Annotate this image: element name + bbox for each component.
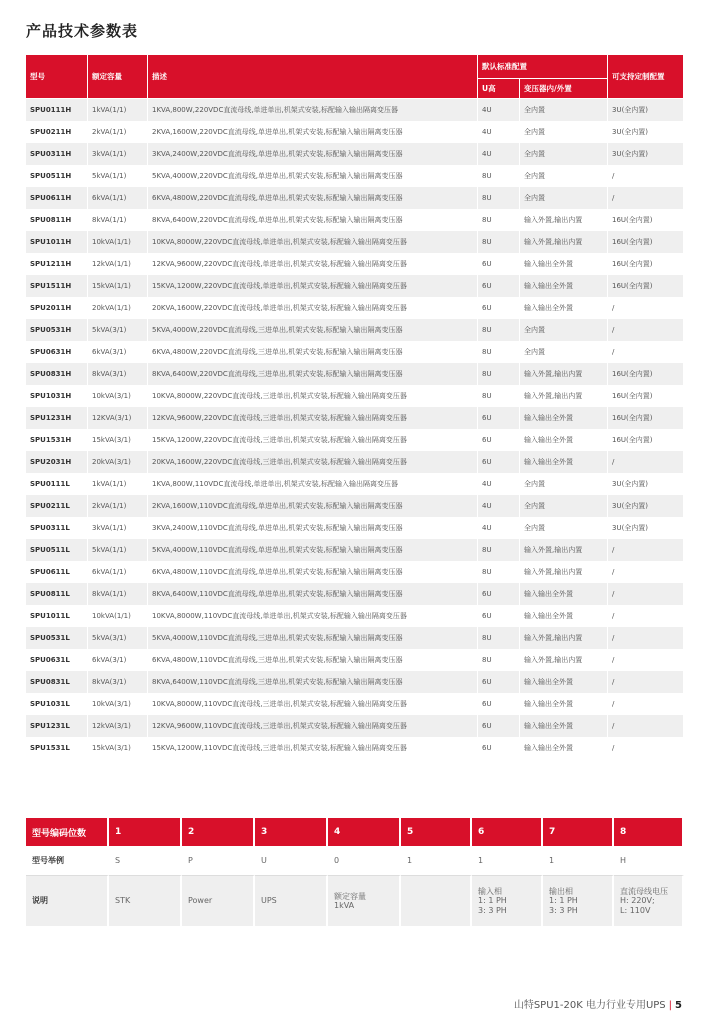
cell-description: 6KVA,4800W,220VDC直流母线,单进单出,机架式安装,标配输入输出隔离变压器 bbox=[148, 187, 478, 209]
table-row bbox=[26, 693, 684, 715]
code-example-value: S bbox=[109, 846, 182, 876]
cell-u-height: 6U bbox=[478, 407, 520, 429]
cell-description: 15KVA,1200W,220VDC直流母线,三进单出,机架式安装,标配输入输出隔离变压器 bbox=[148, 429, 478, 451]
cell-capacity: 15kVA(3/1) bbox=[88, 429, 148, 451]
code-explain-label: 说明 bbox=[26, 876, 109, 926]
cell-custom: 16U(全内置) bbox=[608, 429, 684, 451]
cell-model: SPU2031H bbox=[26, 451, 88, 473]
cell-model: SPU0511H bbox=[26, 165, 88, 187]
cell-capacity: 6kVA(3/1) bbox=[88, 649, 148, 671]
cell-custom: / bbox=[608, 341, 684, 363]
cell-model: SPU0511L bbox=[26, 539, 88, 561]
cell-description: 1KVA,800W,220VDC直流母线,单进单出,机架式安装,标配输入输出隔离变压器 bbox=[148, 99, 478, 121]
cell-u-height: 4U bbox=[478, 143, 520, 165]
cell-custom: 16U(全内置) bbox=[608, 385, 684, 407]
code-example-value: U bbox=[255, 846, 328, 876]
cell-u-height: 4U bbox=[478, 99, 520, 121]
cell-model: SPU0831H bbox=[26, 363, 88, 385]
table-row bbox=[26, 737, 684, 759]
table-row bbox=[26, 495, 684, 517]
page-number: 5 bbox=[675, 1000, 682, 1011]
cell-u-height: 8U bbox=[478, 165, 520, 187]
cell-model: SPU0811H bbox=[26, 209, 88, 231]
cell-capacity: 10kVA(1/1) bbox=[88, 605, 148, 627]
code-digit-2: 2 bbox=[182, 818, 255, 846]
cell-u-height: 8U bbox=[478, 385, 520, 407]
cell-custom: / bbox=[608, 561, 684, 583]
cell-u-height: 6U bbox=[478, 605, 520, 627]
cell-custom: / bbox=[608, 187, 684, 209]
cell-model: SPU0311L bbox=[26, 517, 88, 539]
cell-transformer: 输入外置,输出内置 bbox=[520, 385, 608, 407]
cell-u-height: 4U bbox=[478, 473, 520, 495]
cell-capacity: 1kVA(1/1) bbox=[88, 99, 148, 121]
cell-capacity: 5kVA(3/1) bbox=[88, 319, 148, 341]
cell-transformer: 输入输出全外置 bbox=[520, 253, 608, 275]
cell-custom: / bbox=[608, 737, 684, 759]
table-row bbox=[26, 407, 684, 429]
code-example-value: 1 bbox=[543, 846, 614, 876]
code-header-row bbox=[26, 818, 684, 846]
code-explain-value: 直流母线电压 H: 220V; L: 110V bbox=[614, 876, 684, 926]
code-example-value: H bbox=[614, 846, 684, 876]
cell-model: SPU0611L bbox=[26, 561, 88, 583]
cell-transformer: 全内置 bbox=[520, 517, 608, 539]
cell-transformer: 全内置 bbox=[520, 165, 608, 187]
cell-transformer: 输入输出全外置 bbox=[520, 451, 608, 473]
footer bbox=[514, 996, 682, 1011]
code-table bbox=[26, 818, 684, 926]
cell-transformer: 输入外置,输出内置 bbox=[520, 561, 608, 583]
cell-capacity: 20kVA(1/1) bbox=[88, 297, 148, 319]
table-row bbox=[26, 341, 684, 363]
cell-capacity: 1kVA(1/1) bbox=[88, 473, 148, 495]
cell-capacity: 5kVA(1/1) bbox=[88, 165, 148, 187]
cell-capacity: 5kVA(1/1) bbox=[88, 539, 148, 561]
table-row bbox=[26, 671, 684, 693]
cell-custom: / bbox=[608, 627, 684, 649]
cell-model: SPU1211H bbox=[26, 253, 88, 275]
cell-model: SPU0811L bbox=[26, 583, 88, 605]
cell-description: 5KVA,4000W,220VDC直流母线,三进单出,机架式安装,标配输入输出隔离变压器 bbox=[148, 319, 478, 341]
cell-u-height: 8U bbox=[478, 561, 520, 583]
cell-custom: / bbox=[608, 649, 684, 671]
cell-custom: 3U(全内置) bbox=[608, 517, 684, 539]
cell-description: 3KVA,2400W,220VDC直流母线,单进单出,机架式安装,标配输入输出隔离变压器 bbox=[148, 143, 478, 165]
cell-capacity: 15kVA(3/1) bbox=[88, 737, 148, 759]
table-row bbox=[26, 539, 684, 561]
code-digit-4: 4 bbox=[328, 818, 401, 846]
cell-description: 15KVA,1200W,110VDC直流母线,三进单出,机架式安装,标配输入输出隔离变压器 bbox=[148, 737, 478, 759]
cell-custom: / bbox=[608, 693, 684, 715]
cell-description: 6KVA,4800W,220VDC直流母线,三进单出,机架式安装,标配输入输出隔离变压器 bbox=[148, 341, 478, 363]
cell-description: 12KVA,9600W,110VDC直流母线,三进单出,机架式安装,标配输入输出隔离变压器 bbox=[148, 715, 478, 737]
cell-u-height: 6U bbox=[478, 297, 520, 319]
cell-description: 20KVA,1600W,220VDC直流母线,三进单出,机架式安装,标配输入输出隔离变压器 bbox=[148, 451, 478, 473]
cell-transformer: 全内置 bbox=[520, 319, 608, 341]
table-row bbox=[26, 275, 684, 297]
cell-model: SPU0531H bbox=[26, 319, 88, 341]
table-row bbox=[26, 319, 684, 341]
cell-u-height: 8U bbox=[478, 341, 520, 363]
table-row bbox=[26, 187, 684, 209]
code-example-value: 1 bbox=[472, 846, 543, 876]
cell-custom: 16U(全内置) bbox=[608, 275, 684, 297]
cell-custom: 3U(全内置) bbox=[608, 473, 684, 495]
cell-description: 10KVA,8000W,110VDC直流母线,单进单出,机架式安装,标配输入输出隔离变压器 bbox=[148, 605, 478, 627]
cell-capacity: 2kVA(1/1) bbox=[88, 495, 148, 517]
cell-u-height: 6U bbox=[478, 715, 520, 737]
code-explain-value: UPS bbox=[255, 876, 328, 926]
header-model: 型号 bbox=[26, 55, 88, 99]
cell-custom: / bbox=[608, 583, 684, 605]
cell-model: SPU1511H bbox=[26, 275, 88, 297]
cell-description: 5KVA,4000W,110VDC直流母线,三进单出,机架式安装,标配输入输出隔离变压器 bbox=[148, 627, 478, 649]
cell-capacity: 6kVA(1/1) bbox=[88, 561, 148, 583]
cell-model: SPU1231L bbox=[26, 715, 88, 737]
cell-model: SPU0631L bbox=[26, 649, 88, 671]
cell-custom: 16U(全内置) bbox=[608, 231, 684, 253]
cell-custom: 16U(全内置) bbox=[608, 363, 684, 385]
code-digit-7: 7 bbox=[543, 818, 614, 846]
cell-description: 2KVA,1600W,220VDC直流母线,单进单出,机架式安装,标配输入输出隔离变压器 bbox=[148, 121, 478, 143]
cell-model: SPU1011L bbox=[26, 605, 88, 627]
cell-description: 6KVA,4800W,110VDC直流母线,三进单出,机架式安装,标配输入输出隔离变压器 bbox=[148, 649, 478, 671]
cell-description: 12KVA,9600W,220VDC直流母线,单进单出,机架式安装,标配输入输出隔离变压器 bbox=[148, 253, 478, 275]
cell-custom: / bbox=[608, 165, 684, 187]
code-explain-value: Power bbox=[182, 876, 255, 926]
cell-transformer: 输入外置,输出内置 bbox=[520, 209, 608, 231]
cell-transformer: 输入输出全外置 bbox=[520, 737, 608, 759]
cell-capacity: 12KVA(3/1) bbox=[88, 407, 148, 429]
cell-transformer: 输入输出全外置 bbox=[520, 297, 608, 319]
cell-capacity: 3kVA(1/1) bbox=[88, 517, 148, 539]
cell-transformer: 输入输出全外置 bbox=[520, 275, 608, 297]
cell-description: 2KVA,1600W,110VDC直流母线,单进单出,机架式安装,标配输入输出隔离变压器 bbox=[148, 495, 478, 517]
cell-model: SPU1011H bbox=[26, 231, 88, 253]
cell-transformer: 输入输出全外置 bbox=[520, 583, 608, 605]
cell-u-height: 6U bbox=[478, 429, 520, 451]
cell-capacity: 10kVA(3/1) bbox=[88, 385, 148, 407]
cell-u-height: 8U bbox=[478, 209, 520, 231]
cell-capacity: 6kVA(3/1) bbox=[88, 341, 148, 363]
cell-custom: 3U(全内置) bbox=[608, 99, 684, 121]
cell-description: 1KVA,800W,110VDC直流母线,单进单出,机架式安装,标配输入输出隔离变压器 bbox=[148, 473, 478, 495]
table-row bbox=[26, 297, 684, 319]
cell-description: 5KVA,4000W,110VDC直流母线,单进单出,机架式安装,标配输入输出隔离变压器 bbox=[148, 539, 478, 561]
cell-capacity: 12kVA(1/1) bbox=[88, 253, 148, 275]
cell-u-height: 8U bbox=[478, 231, 520, 253]
code-digit-8: 8 bbox=[614, 818, 684, 846]
cell-custom: 3U(全内置) bbox=[608, 121, 684, 143]
table-row bbox=[26, 231, 684, 253]
cell-model: SPU1531L bbox=[26, 737, 88, 759]
cell-custom: 16U(全内置) bbox=[608, 407, 684, 429]
code-example-value: P bbox=[182, 846, 255, 876]
table-row bbox=[26, 253, 684, 275]
footer-separator: | bbox=[668, 1000, 673, 1011]
cell-u-height: 8U bbox=[478, 539, 520, 561]
table-row bbox=[26, 715, 684, 737]
cell-u-height: 8U bbox=[478, 319, 520, 341]
table-row bbox=[26, 605, 684, 627]
cell-model: SPU0831L bbox=[26, 671, 88, 693]
cell-custom: / bbox=[608, 297, 684, 319]
cell-capacity: 5kVA(3/1) bbox=[88, 627, 148, 649]
cell-custom: 16U(全内置) bbox=[608, 253, 684, 275]
table-row bbox=[26, 473, 684, 495]
code-explain-value: 输出相 1: 1 PH 3: 3 PH bbox=[543, 876, 614, 926]
table-row bbox=[26, 385, 684, 407]
cell-description: 8KVA,6400W,220VDC直流母线,三进单出,机架式安装,标配输入输出隔离变压器 bbox=[148, 363, 478, 385]
cell-transformer: 输入输出全外置 bbox=[520, 605, 608, 627]
cell-u-height: 6U bbox=[478, 583, 520, 605]
code-digit-5: 5 bbox=[401, 818, 472, 846]
cell-capacity: 15kVA(1/1) bbox=[88, 275, 148, 297]
cell-model: SPU1031H bbox=[26, 385, 88, 407]
cell-u-height: 6U bbox=[478, 275, 520, 297]
code-digit-6: 6 bbox=[472, 818, 543, 846]
cell-u-height: 6U bbox=[478, 737, 520, 759]
cell-model: SPU0111L bbox=[26, 473, 88, 495]
cell-capacity: 8kVA(1/1) bbox=[88, 209, 148, 231]
cell-u-height: 4U bbox=[478, 495, 520, 517]
table-row bbox=[26, 451, 684, 473]
cell-model: SPU1531H bbox=[26, 429, 88, 451]
table-row bbox=[26, 649, 684, 671]
header-description: 描述 bbox=[148, 55, 478, 99]
cell-u-height: 4U bbox=[478, 517, 520, 539]
cell-transformer: 输入输出全外置 bbox=[520, 407, 608, 429]
spec-table-body bbox=[26, 99, 684, 759]
cell-transformer: 输入外置,输出内置 bbox=[520, 231, 608, 253]
cell-u-height: 6U bbox=[478, 451, 520, 473]
table-row bbox=[26, 165, 684, 187]
footer-text: 山特SPU1-20K 电力行业专用UPS bbox=[513, 1000, 666, 1011]
cell-model: SPU0211L bbox=[26, 495, 88, 517]
cell-description: 10KVA,8000W,110VDC直流母线,三进单出,机架式安装,标配输入输出隔离变压器 bbox=[148, 693, 478, 715]
cell-custom: 16U(全内置) bbox=[608, 209, 684, 231]
cell-model: SPU1231H bbox=[26, 407, 88, 429]
cell-u-height: 8U bbox=[478, 649, 520, 671]
code-header-label: 型号编码位数 bbox=[26, 818, 109, 846]
cell-u-height: 6U bbox=[478, 693, 520, 715]
cell-transformer: 输入外置,输出内置 bbox=[520, 649, 608, 671]
cell-description: 10KVA,8000W,220VDC直流母线,单进单出,机架式安装,标配输入输出隔离变压器 bbox=[148, 231, 478, 253]
cell-custom: / bbox=[608, 605, 684, 627]
table-row bbox=[26, 143, 684, 165]
cell-description: 15KVA,1200W,220VDC直流母线,单进单出,机架式安装,标配输入输出隔离变压器 bbox=[148, 275, 478, 297]
code-example-label: 型号举例 bbox=[26, 846, 109, 876]
cell-transformer: 输入输出全外置 bbox=[520, 693, 608, 715]
cell-transformer: 全内置 bbox=[520, 143, 608, 165]
code-explain-value: STK bbox=[109, 876, 182, 926]
cell-u-height: 6U bbox=[478, 253, 520, 275]
cell-model: SPU0311H bbox=[26, 143, 88, 165]
cell-capacity: 8kVA(3/1) bbox=[88, 671, 148, 693]
cell-description: 10KVA,8000W,220VDC直流母线,三进单出,机架式安装,标配输入输出隔离变压器 bbox=[148, 385, 478, 407]
cell-model: SPU0631H bbox=[26, 341, 88, 363]
code-digit-1: 1 bbox=[109, 818, 182, 846]
cell-custom: / bbox=[608, 451, 684, 473]
cell-description: 8KVA,6400W,220VDC直流母线,单进单出,机架式安装,标配输入输出隔离变压器 bbox=[148, 209, 478, 231]
code-digit-3: 3 bbox=[255, 818, 328, 846]
cell-transformer: 全内置 bbox=[520, 341, 608, 363]
cell-transformer: 输入外置,输出内置 bbox=[520, 363, 608, 385]
header-default-config: 默认标准配置 bbox=[478, 55, 608, 79]
cell-u-height: 8U bbox=[478, 363, 520, 385]
cell-transformer: 全内置 bbox=[520, 121, 608, 143]
cell-transformer: 输入输出全外置 bbox=[520, 429, 608, 451]
code-explain-value: 输入相 1: 1 PH 3: 3 PH bbox=[472, 876, 543, 926]
table-row bbox=[26, 209, 684, 231]
cell-u-height: 8U bbox=[478, 187, 520, 209]
cell-description: 12KVA,9600W,220VDC直流母线,三进单出,机架式安装,标配输入输出隔离变压器 bbox=[148, 407, 478, 429]
cell-u-height: 8U bbox=[478, 627, 520, 649]
cell-transformer: 全内置 bbox=[520, 495, 608, 517]
cell-capacity: 6kVA(1/1) bbox=[88, 187, 148, 209]
cell-model: SPU1031L bbox=[26, 693, 88, 715]
cell-transformer: 输入输出全外置 bbox=[520, 715, 608, 737]
cell-transformer: 全内置 bbox=[520, 187, 608, 209]
cell-model: SPU0611H bbox=[26, 187, 88, 209]
code-example-value: 0 bbox=[328, 846, 401, 876]
cell-transformer: 输入外置,输出内置 bbox=[520, 539, 608, 561]
cell-custom: 3U(全内置) bbox=[608, 495, 684, 517]
cell-capacity: 3kVA(1/1) bbox=[88, 143, 148, 165]
table-row bbox=[26, 627, 684, 649]
table-row bbox=[26, 99, 684, 121]
code-explain-value: 额定容量 1kVA bbox=[328, 876, 401, 926]
header-custom: 可支持定制配置 bbox=[608, 55, 684, 99]
cell-capacity: 2kVA(1/1) bbox=[88, 121, 148, 143]
cell-model: SPU0531L bbox=[26, 627, 88, 649]
page-title: 产品技术参数表 bbox=[26, 22, 139, 40]
cell-description: 8KVA,6400W,110VDC直流母线,三进单出,机架式安装,标配输入输出隔离变压器 bbox=[148, 671, 478, 693]
cell-description: 6KVA,4800W,110VDC直流母线,单进单出,机架式安装,标配输入输出隔离变压器 bbox=[148, 561, 478, 583]
cell-custom: / bbox=[608, 539, 684, 561]
header-transformer: 变压器内/外置 bbox=[520, 79, 608, 99]
cell-description: 8KVA,6400W,110VDC直流母线,单进单出,机架式安装,标配输入输出隔离变压器 bbox=[148, 583, 478, 605]
table-row bbox=[26, 121, 684, 143]
code-example-row bbox=[26, 846, 684, 876]
cell-capacity: 10kVA(3/1) bbox=[88, 693, 148, 715]
cell-custom: / bbox=[608, 715, 684, 737]
cell-capacity: 10kVA(1/1) bbox=[88, 231, 148, 253]
cell-transformer: 输入外置,输出内置 bbox=[520, 627, 608, 649]
cell-description: 3KVA,2400W,110VDC直流母线,单进单出,机架式安装,标配输入输出隔离变压器 bbox=[148, 517, 478, 539]
cell-custom: / bbox=[608, 671, 684, 693]
cell-u-height: 6U bbox=[478, 671, 520, 693]
code-example-value: 1 bbox=[401, 846, 472, 876]
table-row bbox=[26, 363, 684, 385]
cell-custom: / bbox=[608, 319, 684, 341]
cell-transformer: 全内置 bbox=[520, 99, 608, 121]
table-row bbox=[26, 429, 684, 451]
cell-capacity: 12kVA(3/1) bbox=[88, 715, 148, 737]
cell-description: 5KVA,4000W,220VDC直流母线,单进单出,机架式安装,标配输入输出隔离变压器 bbox=[148, 165, 478, 187]
table-row bbox=[26, 561, 684, 583]
table-row bbox=[26, 583, 684, 605]
code-explain-value bbox=[401, 876, 472, 926]
cell-capacity: 8kVA(3/1) bbox=[88, 363, 148, 385]
cell-model: SPU0211H bbox=[26, 121, 88, 143]
cell-capacity: 8kVA(1/1) bbox=[88, 583, 148, 605]
cell-model: SPU0111H bbox=[26, 99, 88, 121]
cell-u-height: 4U bbox=[478, 121, 520, 143]
cell-model: SPU2011H bbox=[26, 297, 88, 319]
header-capacity: 额定容量 bbox=[88, 55, 148, 99]
cell-transformer: 输入输出全外置 bbox=[520, 671, 608, 693]
cell-transformer: 全内置 bbox=[520, 473, 608, 495]
cell-capacity: 20kVA(3/1) bbox=[88, 451, 148, 473]
spec-table bbox=[26, 55, 684, 759]
code-explain-row bbox=[26, 876, 684, 926]
cell-description: 20KVA,1600W,220VDC直流母线,单进单出,机架式安装,标配输入输出隔离变压器 bbox=[148, 297, 478, 319]
cell-custom: 3U(全内置) bbox=[608, 143, 684, 165]
table-row bbox=[26, 517, 684, 539]
header-u-height: U高 bbox=[478, 79, 520, 99]
